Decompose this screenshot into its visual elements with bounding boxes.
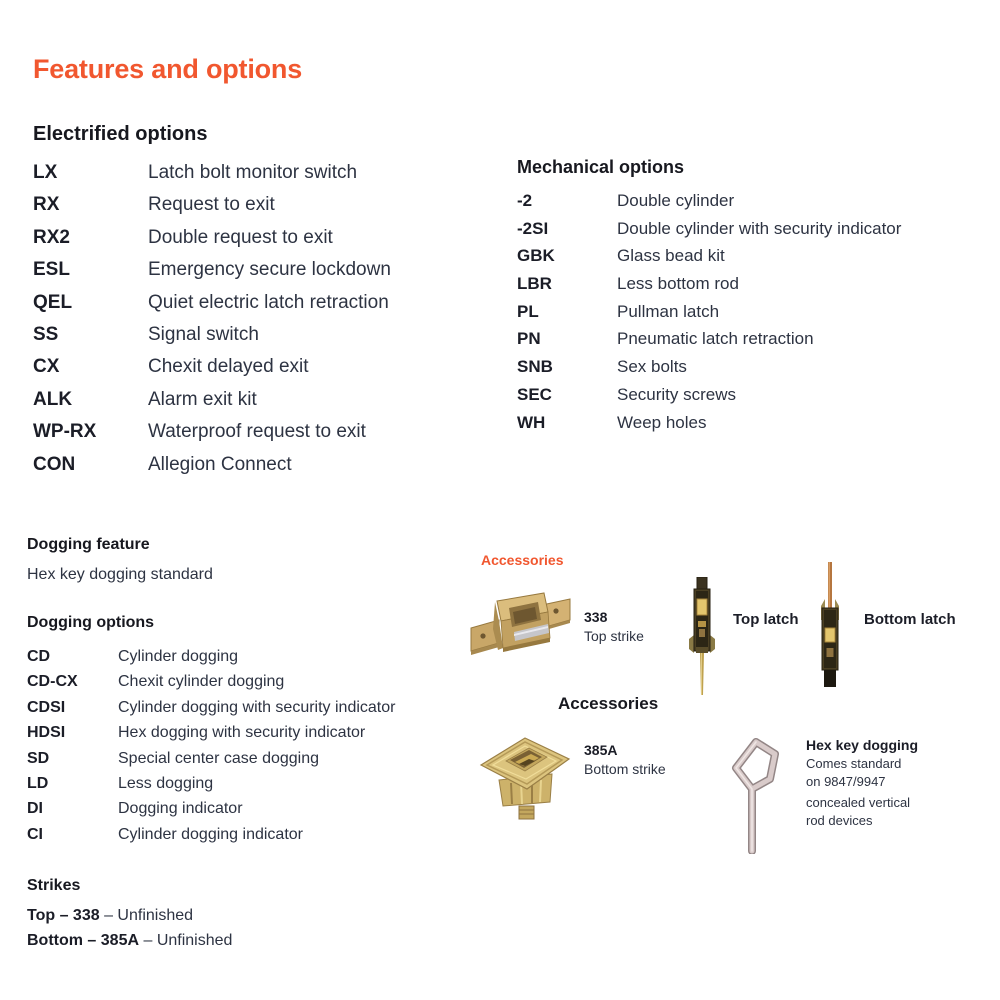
option-desc: Special center case dogging [118,749,320,767]
option-code: LX [33,162,58,183]
bottom-strike-385a-illustration [477,728,573,830]
option-desc: Allegion Connect [148,453,292,475]
bottom-latch-image [815,562,845,692]
option-row [517,353,901,381]
option-row [27,796,395,821]
option-desc: Quiet electric latch retraction [148,291,389,313]
hex-key-dogging-text [806,755,936,829]
option-row [33,254,391,286]
option-code: ESL [33,259,70,281]
option-row [33,157,391,189]
option-desc: Chexit delayed exit [148,356,309,378]
top-latch-illustration [686,577,718,697]
option-code: -2 [517,191,533,210]
option-code: WH [517,412,546,432]
hex-key-line: rod devices [806,812,873,828]
option-desc: Latch bolt monitor switch [148,162,358,183]
option-row [27,822,395,847]
bottom-latch-illustration [815,562,845,692]
bottom-strike-385a-name: 385A [584,742,618,758]
option-desc: Less bottom rod [617,274,739,294]
strike-top-line [27,903,193,928]
dogging-options-heading: Dogging options [27,614,155,631]
option-row [27,771,395,796]
strike-bottom-line [27,928,232,953]
hex-key-dogging-heading: Hex key dogging [806,737,919,753]
option-desc: Hex dogging with security indicator [118,724,366,742]
option-row [33,351,391,383]
electrified-options-list [33,157,391,481]
option-code: SEC [517,384,552,404]
option-desc: Glass bead kit [617,246,725,266]
option-code: DI [27,800,43,818]
option-desc: Cylinder dogging indicator [118,825,303,843]
option-desc: Weep holes [617,412,707,432]
option-row [33,222,391,254]
option-desc: Pneumatic latch retraction [617,329,814,349]
option-code: WP-RX [33,421,97,443]
option-desc: Request to exit [148,194,275,216]
top-strike-338-illustration [469,587,575,665]
option-code: -2SI [517,218,549,238]
top-strike-338-caption: Top strike [584,628,644,644]
option-row [517,409,901,437]
dogging-feature-text: Hex key dogging standard [27,566,213,583]
dogging-feature-heading: Dogging feature [27,536,150,553]
strike-bottom-bold: Bottom – 385A [27,932,140,949]
option-row [517,187,901,215]
mechanical-options-list [517,187,901,436]
hex-key-line: Comes standard [806,756,902,771]
option-code: HDSI [27,724,66,742]
option-row [27,695,395,720]
option-row [27,669,395,694]
option-row [33,319,391,351]
option-code: SNB [517,357,553,377]
option-code: LD [27,774,49,792]
option-row [517,215,901,243]
option-row [517,270,901,298]
option-desc: Waterproof request to exit [148,421,366,443]
bottom-strike-385a-image [477,728,573,830]
top-strike-338-name: 338 [584,609,608,625]
page-title: Features and options [33,54,303,84]
top-latch-label: Top latch [733,611,799,628]
hex-key-illustration [727,734,783,854]
option-desc: Signal switch [148,323,259,345]
option-code: SS [33,323,59,345]
option-code: CD-CX [27,673,78,691]
option-row [27,720,395,745]
option-row [33,287,391,319]
option-desc: Pullman latch [617,301,720,321]
option-code: SD [27,749,50,767]
option-row [33,449,391,481]
strike-bottom-regular: – Unfinished [139,932,233,949]
option-desc: Sex bolts [617,357,687,377]
dogging-options-list [27,644,395,847]
accessories-label-orange: Accessories [481,552,564,568]
option-row [33,189,391,221]
option-desc: Chexit cylinder dogging [118,673,285,691]
bottom-latch-label: Bottom latch [864,611,956,628]
option-code: CON [33,453,76,475]
bottom-strike-385a-caption: Bottom strike [584,761,666,777]
option-row [27,746,395,771]
top-latch-image [686,577,718,697]
option-code: RX2 [33,226,70,248]
option-code: RX [33,194,60,216]
hex-key-image [727,734,783,854]
option-row [517,298,901,326]
option-code: CI [27,825,43,843]
option-code: LBR [517,274,552,294]
mechanical-options-heading: Mechanical options [517,157,685,177]
option-row [33,384,391,416]
hex-key-line: on 9847/9947 [806,773,886,789]
option-row [517,381,901,409]
option-desc: Cylinder dogging [118,648,239,665]
hex-key-line: concealed vertical [806,795,911,810]
option-row [27,644,395,669]
electrified-options-heading: Electrified options [33,123,208,145]
option-code: PN [517,329,541,349]
option-code: PL [517,301,539,321]
strike-top-regular: – Unfinished [99,907,194,924]
option-desc: Double cylinder [617,191,735,210]
option-desc: Security screws [617,384,737,404]
option-code: ALK [33,388,73,410]
option-code: GBK [517,246,555,266]
accessories-heading: Accessories [558,694,659,713]
option-code: QEL [33,291,73,313]
strike-top-bold: Top – 338 [27,907,100,924]
top-strike-338-image [469,587,575,665]
option-code: CX [33,356,60,378]
option-row [33,416,391,448]
option-desc: Cylinder dogging with security indicator [118,698,396,716]
option-desc: Double request to exit [148,226,333,248]
option-row [517,242,901,270]
option-code: CDSI [27,698,66,716]
option-desc: Less dogging [118,774,214,792]
option-desc: Emergency secure lockdown [148,259,391,281]
option-desc: Alarm exit kit [148,388,257,410]
option-desc: Double cylinder with security indicator [617,218,902,238]
option-row [517,325,901,353]
strikes-heading: Strikes [27,877,81,894]
option-code: CD [27,648,51,665]
option-desc: Dogging indicator [118,800,243,818]
